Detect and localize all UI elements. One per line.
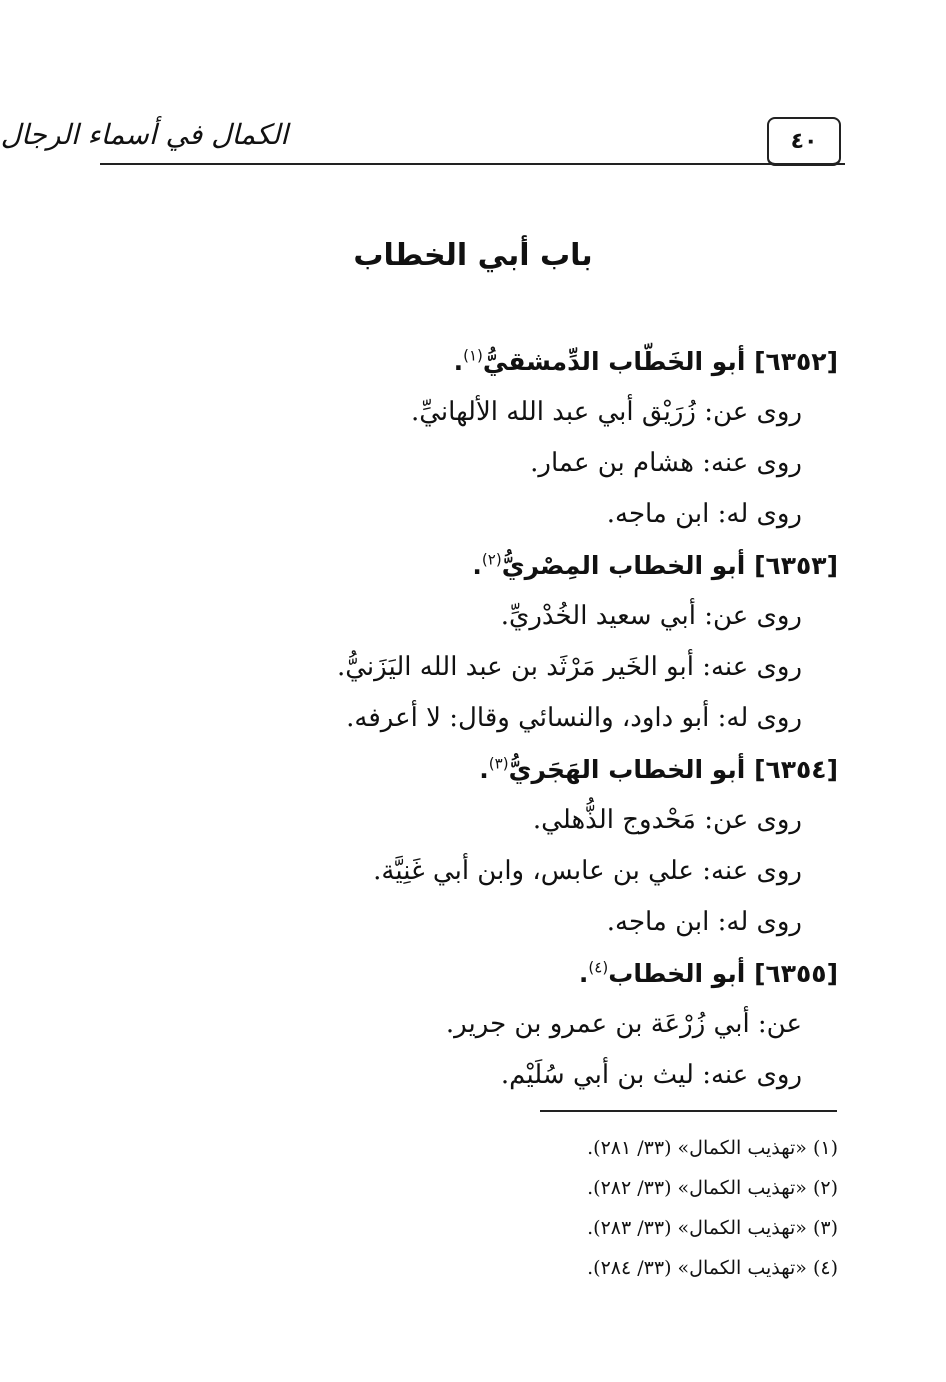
footnote: (٣) «تهذيب الكمال» (٣٣/ ٢٨٣).: [587, 1217, 838, 1239]
entry-heading: [100, 948, 838, 999]
entry-line: روى له: ابن ماجه.: [606, 499, 802, 529]
entry-heading: [100, 744, 838, 795]
footnote-divider: [540, 1110, 837, 1112]
entry-line: روى عن: زُرَيْق أبي عبد الله الألهانيِّ.: [410, 397, 802, 427]
footnotes: [100, 1128, 838, 1288]
entry-line: عن: أبي زُرْعَة بن عمرو بن جرير.: [445, 1009, 802, 1039]
entry-heading-end: .: [578, 959, 589, 988]
entry-heading-end: .: [453, 347, 464, 376]
header-divider: [100, 163, 845, 165]
chapter-title: باب أبي الخطاب: [353, 238, 593, 273]
entry-line: روى عن: أبي سعيد الخُدْريِّ.: [500, 601, 802, 631]
footnote-ref: (٤): [588, 958, 609, 977]
entry-heading-text: [٦٣٥٤] أبو الخطاب الهَجَريُّ: [508, 755, 838, 784]
entry-line: روى عنه: أبو الخَير مَرْثَد بن عبد الله اليَزَنيُّ.: [336, 652, 802, 682]
entry-line: روى عنه: ليث بن أبي سُلَيْم.: [500, 1060, 802, 1090]
entry-line: روى عن: مَحْدوج الذُّهلي.: [532, 805, 802, 835]
footnote-ref: (٣): [488, 754, 509, 773]
entry-heading-end: .: [472, 551, 482, 580]
footnote-ref: (٢): [481, 550, 502, 569]
entries-list: [100, 336, 838, 1101]
entry-heading: [100, 336, 838, 387]
footnote: (٢) «تهذيب الكمال» (٣٣/ ٢٨٢).: [587, 1177, 838, 1199]
entry-heading-text: [٦٣٥٥] أبو الخطاب: [608, 959, 838, 988]
entry-heading-text: [٦٣٥٣] أبو الخطاب المِصْريُّ: [501, 551, 838, 580]
entry-line: روى عنه: هشام بن عمار.: [530, 448, 802, 478]
entry-line: روى له: أبو داود، والنسائي وقال: لا أعرفه.: [346, 703, 802, 733]
entry-heading-text: [٦٣٥٢] أبو الخَطّاب الدِّمشقيُّ: [482, 347, 838, 376]
entry-heading: [100, 540, 838, 591]
footnote: (٤) «تهذيب الكمال» (٣٣/ ٢٨٤).: [587, 1257, 838, 1279]
entry-line: روى له: ابن ماجه.: [606, 907, 802, 937]
book-title-calligraphy: الكمال في أسماء الرجال: [0, 118, 288, 151]
entry-heading-end: .: [479, 755, 489, 784]
footnote: (١) «تهذيب الكمال» (٣٣/ ٢٨١).: [587, 1137, 838, 1159]
footnote-ref: (١): [463, 346, 483, 365]
page-number: ٤٠: [767, 117, 841, 166]
entry-line: روى عنه: علي بن عابس، وابن أبي غَنِيَّة.: [373, 856, 802, 886]
